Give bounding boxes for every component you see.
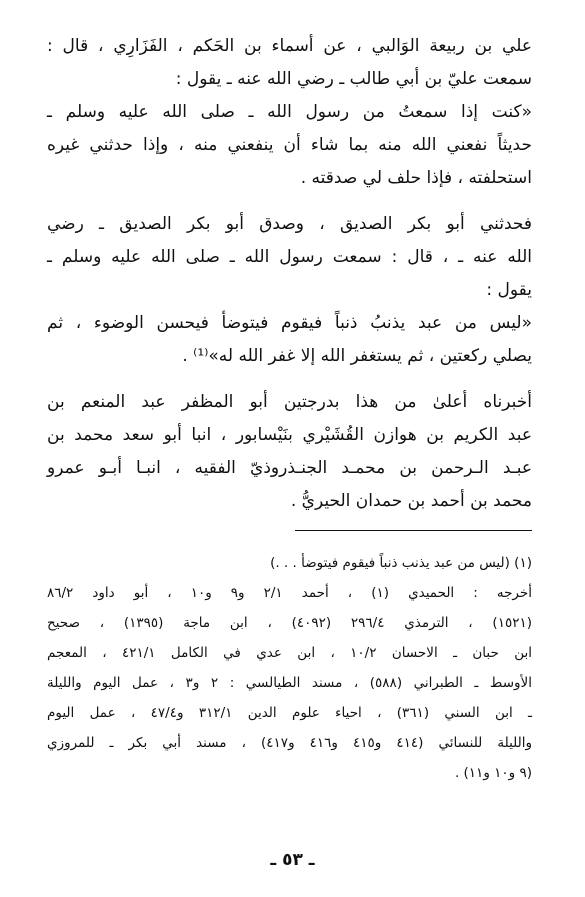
text-line: أخبرناه أعلىٰ من هذا بدرجتين أبو المظفر عبد المنعم بن — [47, 392, 532, 412]
text-line: عبـد الـرحمن بن محمـد الجنـذروذيّ الفقيه ، انبـا أبـو عمرو — [47, 458, 532, 478]
main-text — [47, 30, 532, 518]
page-number: ـ ٥٣ ـ — [270, 850, 315, 870]
text-line: «كنت إذا سمعتُ من رسول الله ـ صلى الله عليه وسلم ـ — [47, 102, 532, 122]
footnote-line: (١) (ليس من عبد يذنب ذنباً فيقوم فيتوضأ . . .) — [270, 555, 532, 571]
text-line: علي بن ربيعة الوَالبي ، عن أسماء بن الحَكم ، الفَزَارِي ، قال : — [47, 36, 532, 56]
footnote-line: (٩ و١٠ و١١) . — [454, 765, 532, 781]
footnote-line: ابن حبان ـ الاحسان ١٠/٢ ، ابن عدي في الكامل ٤٢١/١ ، المعجم — [47, 645, 532, 661]
text-line: يقول : — [486, 280, 532, 300]
footnote-line: ـ ابن السني (٣٦١) ، احياء علوم الدين ٣١٢/١ و٤٧/٤ ، عمل اليوم — [47, 705, 532, 721]
text-line: حديثاً نفعني الله منه بما شاء أن ينفعني منه ، وإذا حدثني غيره — [47, 135, 532, 155]
footnote-line: والليلة للنسائي (٤١٤ و٤١٥ و٤١٦ و٤١٧) ، مسند أبي بكر ـ للمروزي — [47, 735, 533, 751]
text-line: سمعت عليّ بن أبي طالب ـ رضي الله عنه ـ يقول : — [175, 69, 532, 89]
text-line: فحدثني أبو بكر الصديق ، وصدق أبو بكر الصديق ـ رضي — [47, 214, 532, 234]
footnote-divider — [295, 530, 532, 531]
text-line: «ليس من عبد يذنبُ ذنباً فيقوم فيتوضأ فيحسن الوضوء ، ثم — [47, 313, 532, 333]
footnotes — [47, 548, 532, 788]
text-line: استحلفته ، فإذا حلف لي صدقته . — [300, 168, 532, 188]
text-line: عبد الكريم بن هوازن القُشَيْري بنَيْسابور ، انبا أبو سعد محمد بن — [47, 425, 532, 445]
footnote-line: الأوسط ـ الطبراني (٥٨٨) ، مسند الطيالسي : ٢ و٣ ، عمل اليوم والليلة — [47, 675, 532, 691]
footnote-line: (١٥٢١) ، الترمذي ٢٩٦/٤ (٤٠٩٢) ، ابن ماجة (١٣٩٥) ، صحيح — [47, 615, 532, 631]
text-line: محمد بن أحمد بن حمدان الحيريُّ . — [290, 491, 532, 511]
text-line: يصلي ركعتين ، ثم يستغفر الله إلا غفر الله له»⁽¹⁾ . — [182, 346, 532, 366]
footnote-line: أخرجه : الحميدي (١) ، أحمد ٢/١ و٩ و١٠ ، أبو داود ٨٦/٢ — [47, 585, 532, 601]
text-line: الله عنه ـ ، قال : سمعت رسول الله ـ صلى الله عليه وسلم ـ — [47, 247, 532, 267]
